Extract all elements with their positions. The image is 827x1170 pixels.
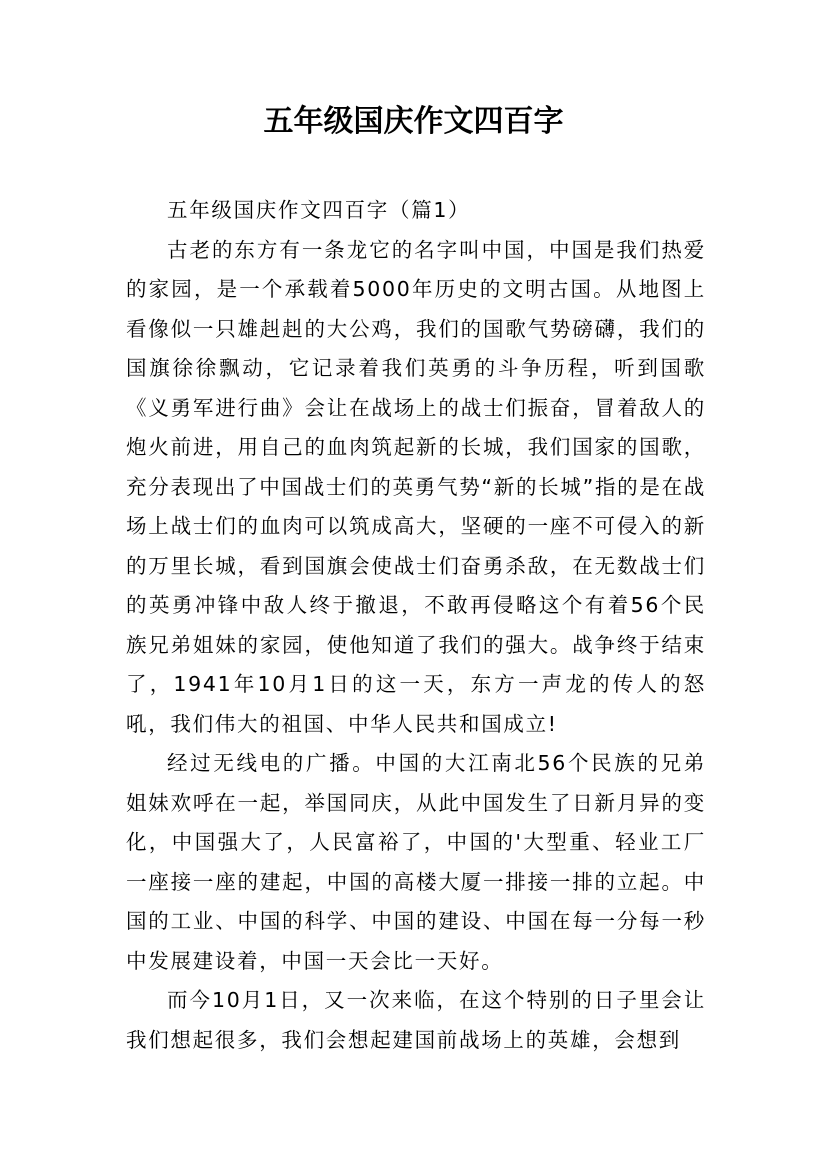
document-title: 五年级国庆作文四百字 bbox=[263, 104, 564, 139]
paragraph-1: 古老的东方有一条龙它的名字叫中国，中国是我们热爱的家园，是一个承载着5000年历史的文明古国。从地图上看像似一只雄赳赳的大公鸡，我们的国歌气势磅礴，我们的国旗徐徐飘动，它记录着我们英勇的斗争历程，听到国歌《义勇军进行曲》会让在战场上的战士们振奋，冒着敌人的炮火前进，用自己的血肉筑起新的长城，我们国家的国歌，充分表现出了中国战士们的英勇气势“新的长城”指的是在战场上战士们的血肉可以筑成高大，坚硬的一座不可侵入的新的万里长城，看到国旗会使战士们奋勇杀敌，在无数战士们的英勇冲锋中敌人终于撤退，不敢再侵略这个有着56个民族兄弟姐妹的家园，使他知道了我们的强大。战争终于结束了，1941年10月1日的这一天，东方一声龙的传人的怒吼，我们伟大的祖国、中华人民共和国成立! bbox=[126, 237, 706, 736]
section-heading: 五年级国庆作文四百字（篇1） bbox=[167, 198, 471, 222]
paragraph-3: 而今10月1日，又一次来临，在这个特别的日子里会让我们想起很多，我们会想起建国前战场上的英雄，会想到 bbox=[126, 988, 706, 1052]
document-body bbox=[126, 191, 706, 1060]
paragraph-2: 经过无线电的广播。中国的大江南北56个民族的兄弟姐妹欢呼在一起，举国同庆，从此中国发生了日新月异的变化，中国强大了，人民富裕了，中国的'大型重、轻业工厂一座接一座的建起，中国的高楼大厦一排接一排的立起。中国的工业、中国的科学、中国的建设、中国在每一分每一秒中发展建设着，中国一天会比一天好。 bbox=[126, 751, 706, 973]
